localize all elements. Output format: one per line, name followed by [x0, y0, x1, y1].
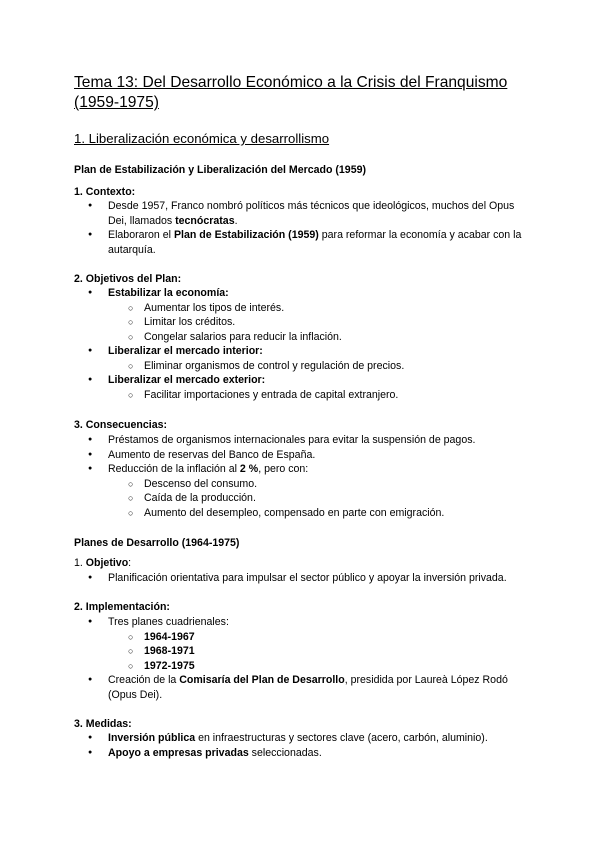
- sub-list-item: ○ Descenso del consumo.: [108, 477, 534, 492]
- list-item: ● Planificación orientativa para impulsar el sector público y apoyar la inversión privada.: [74, 571, 544, 586]
- list-item: [74, 199, 534, 228]
- list-item: [74, 731, 534, 746]
- document-title: Tema 13: Del Desarrollo Económico a la Crisis del Franquismo (1959-1975): [74, 74, 508, 111]
- list-item: [74, 373, 534, 402]
- consecuencias-list: [74, 433, 534, 520]
- sub-list-item: ○ Limitar los créditos.: [108, 315, 534, 330]
- heading-word: Objetivo: [85, 557, 129, 569]
- list-item: [74, 228, 534, 257]
- section-title: 1. Liberalización económica y desarrollismo: [74, 131, 330, 146]
- bold-text: Inversión pública: [108, 732, 196, 744]
- heading-colon: :: [128, 557, 132, 569]
- contexto-list: [74, 199, 534, 257]
- implementacion-list: [74, 615, 534, 702]
- sub-list-item: ○ 1968-1971: [108, 644, 534, 659]
- sub-list-item: ○ 1972-1975: [108, 659, 534, 674]
- list-item-text: .: [234, 214, 238, 227]
- sub-list: [108, 301, 534, 345]
- bold-text: Plan de Estabilización (1959): [173, 229, 319, 241]
- list-item-text: , pero con:: [258, 463, 309, 475]
- list-item: ● Aumento de reservas del Banco de España.: [74, 448, 534, 463]
- heading-number: 1.: [74, 557, 86, 569]
- heading-consecuencias: 3. Consecuencias:: [74, 419, 168, 431]
- heading-objetivo: [74, 556, 131, 571]
- heading-contexto: 1. Contexto:: [74, 186, 136, 198]
- sub-list-item: ○ Aumento del desempleo, compensado en parte con emigración.: [108, 506, 534, 521]
- list-item-text: en infraestructuras y sectores clave (acero, carbón, aluminio).: [195, 732, 488, 744]
- sub-list: [108, 630, 534, 674]
- sub-list-item: ○ Congelar salarios para reducir la inflación.: [108, 330, 534, 345]
- sub-list-item: ○ Caída de la producción.: [108, 491, 534, 506]
- list-item-text: para reformar la economía y acabar con la autarquía.: [108, 229, 522, 256]
- list-item-text: seleccionadas.: [248, 746, 322, 759]
- list-item-text: Reducción de la inflación al: [108, 463, 240, 475]
- list-item: [74, 746, 534, 761]
- list-item-text: , presidida por Laureà López Rodó (Opus Dei).: [108, 674, 508, 701]
- heading-implementacion: 2. Implementación:: [74, 601, 170, 613]
- objetivos-list: [74, 286, 534, 402]
- list-item-text: Creación de la: [108, 674, 180, 686]
- list-item: [74, 286, 534, 344]
- bold-text: 2 %: [239, 463, 259, 475]
- list-item: [74, 344, 534, 373]
- list-item-text: Elaboraron el: [108, 229, 174, 241]
- medidas-list: [74, 731, 534, 760]
- subsection-title-estabilizacion: Plan de Estabilización y Liberalización del Mercado (1959): [74, 164, 367, 176]
- sub-list-item: ○ 1964-1967: [108, 630, 534, 645]
- sub-list: [108, 359, 534, 374]
- list-item-label: Liberalizar el mercado exterior:: [108, 374, 266, 386]
- list-item-label: Estabilizar la economía:: [108, 287, 229, 299]
- list-item: [74, 462, 534, 520]
- list-item-label: Liberalizar el mercado interior:: [108, 345, 263, 357]
- bold-text: tecnócratas: [175, 214, 235, 227]
- list-item: [74, 673, 534, 702]
- sub-list-item: ○ Aumentar los tipos de interés.: [108, 301, 534, 316]
- list-item-text: Desde 1957, Franco nombró políticos más técnicos que ideológicos, muchos del Opus Dei, llamados: [108, 200, 515, 227]
- sub-list: [108, 388, 534, 403]
- list-item: ● Préstamos de organismos internacionales para evitar la suspensión de pagos.: [74, 433, 534, 448]
- bold-text: Apoyo a empresas privadas: [108, 746, 249, 759]
- heading-medidas: 3. Medidas:: [74, 718, 132, 730]
- subsection-title-desarrollo: Planes de Desarrollo (1964-1975): [74, 537, 240, 549]
- objetivo-list: [74, 571, 544, 586]
- list-item-text: Tres planes cuadrienales:: [108, 616, 229, 628]
- heading-objetivos: 2. Objetivos del Plan:: [74, 273, 182, 285]
- sub-list-item: ○ Facilitar importaciones y entrada de capital extranjero.: [108, 388, 534, 403]
- sub-list: [108, 477, 534, 521]
- sub-list-item: ○ Eliminar organismos de control y regulación de precios.: [108, 359, 534, 374]
- bold-text: Comisaría del Plan de Desarrollo: [179, 674, 345, 686]
- list-item: [74, 615, 534, 673]
